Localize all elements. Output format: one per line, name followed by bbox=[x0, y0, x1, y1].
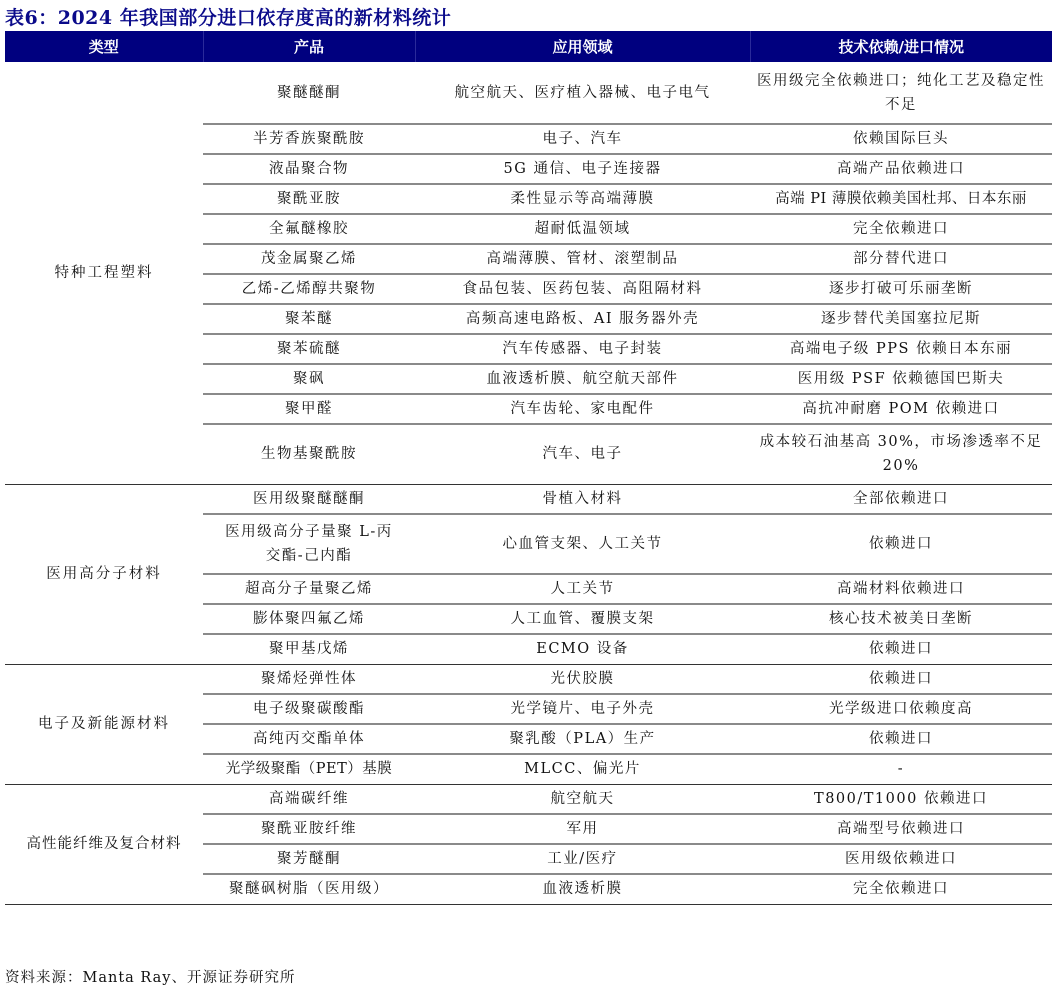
dependency-cell: 高端电子级 PPS 依赖日本东丽 bbox=[750, 334, 1052, 364]
application-cell: 食品包装、医药包装、高阻隔材料 bbox=[415, 274, 750, 304]
table-row bbox=[5, 484, 1052, 514]
dependency-cell: 高端型号依赖进口 bbox=[750, 814, 1052, 844]
dependency-cell: 完全依赖进口 bbox=[750, 874, 1052, 904]
product-cell: 聚苯醚 bbox=[203, 304, 415, 334]
dependency-cell: 核心技术被美日垄断 bbox=[750, 604, 1052, 634]
header-product: 产品 bbox=[203, 31, 415, 62]
dependency-cell: 依赖国际巨头 bbox=[750, 124, 1052, 154]
dependency-cell: 高端 PI 薄膜依赖美国杜邦、日本东丽 bbox=[750, 184, 1052, 214]
application-cell: 军用 bbox=[415, 814, 750, 844]
dependency-cell: 高抗冲耐磨 POM 依赖进口 bbox=[750, 394, 1052, 424]
materials-table bbox=[5, 31, 1052, 905]
dependency-cell: 成本较石油基高 30%，市场渗透率不足 20% bbox=[750, 424, 1052, 484]
dependency-cell: 医用级依赖进口 bbox=[750, 844, 1052, 874]
dependency-cell: 逐步替代美国塞拉尼斯 bbox=[750, 304, 1052, 334]
dependency-cell: 依赖进口 bbox=[750, 514, 1052, 574]
dependency-cell: 医用级完全依赖进口；纯化工艺及稳定性不足 bbox=[750, 62, 1052, 124]
application-cell: 光学镜片、电子外壳 bbox=[415, 694, 750, 724]
application-cell: 汽车传感器、电子封装 bbox=[415, 334, 750, 364]
application-cell: 骨植入材料 bbox=[415, 484, 750, 514]
application-cell: 电子、汽车 bbox=[415, 124, 750, 154]
product-cell: 聚醚砜树脂（医用级） bbox=[203, 874, 415, 904]
product-cell: 聚芳醚酮 bbox=[203, 844, 415, 874]
product-cell: 聚酰亚胺纤维 bbox=[203, 814, 415, 844]
category-cell: 特种工程塑料 bbox=[5, 62, 203, 484]
source-note: 资料来源：Manta Ray、开源证券研究所 bbox=[5, 970, 296, 986]
dependency-cell: T800/T1000 依赖进口 bbox=[750, 784, 1052, 814]
dependency-cell: 医用级 PSF 依赖德国巴斯夫 bbox=[750, 364, 1052, 394]
dependency-cell: 依赖进口 bbox=[750, 664, 1052, 694]
product-cell: 电子级聚碳酸酯 bbox=[203, 694, 415, 724]
product-cell: 医用级聚醚醚酮 bbox=[203, 484, 415, 514]
product-cell: 生物基聚酰胺 bbox=[203, 424, 415, 484]
product-cell: 聚酰亚胺 bbox=[203, 184, 415, 214]
table-header-row bbox=[5, 31, 1052, 62]
application-cell: 柔性显示等高端薄膜 bbox=[415, 184, 750, 214]
application-cell: 光伏胶膜 bbox=[415, 664, 750, 694]
product-cell: 聚砜 bbox=[203, 364, 415, 394]
application-cell: 航空航天 bbox=[415, 784, 750, 814]
application-cell: 血液透析膜 bbox=[415, 874, 750, 904]
category-cell: 高性能纤维及复合材料 bbox=[5, 784, 203, 904]
product-cell: 高端碳纤维 bbox=[203, 784, 415, 814]
application-cell: 聚乳酸（PLA）生产 bbox=[415, 724, 750, 754]
application-cell: 5G 通信、电子连接器 bbox=[415, 154, 750, 184]
application-cell: 高频高速电路板、AI 服务器外壳 bbox=[415, 304, 750, 334]
application-cell: 工业/医疗 bbox=[415, 844, 750, 874]
application-cell: 汽车齿轮、家电配件 bbox=[415, 394, 750, 424]
category-cell: 医用高分子材料 bbox=[5, 484, 203, 664]
header-application: 应用领域 bbox=[415, 31, 750, 62]
application-cell: 血液透析膜、航空航天部件 bbox=[415, 364, 750, 394]
product-cell: 医用级高分子量聚 L-丙交酯-己内酯 bbox=[203, 514, 415, 574]
product-cell: 聚甲基戊烯 bbox=[203, 634, 415, 664]
application-cell: MLCC、偏光片 bbox=[415, 754, 750, 784]
dependency-cell: 部分替代进口 bbox=[750, 244, 1052, 274]
product-cell: 全氟醚橡胶 bbox=[203, 214, 415, 244]
product-cell: 聚烯烃弹性体 bbox=[203, 664, 415, 694]
dependency-cell: - bbox=[750, 754, 1052, 784]
dependency-cell: 逐步打破可乐丽垄断 bbox=[750, 274, 1052, 304]
table-row bbox=[5, 664, 1052, 694]
dependency-cell: 光学级进口依赖度高 bbox=[750, 694, 1052, 724]
table-row bbox=[5, 62, 1052, 124]
dependency-cell: 全部依赖进口 bbox=[750, 484, 1052, 514]
dependency-cell: 高端产品依赖进口 bbox=[750, 154, 1052, 184]
product-cell: 超高分子量聚乙烯 bbox=[203, 574, 415, 604]
application-cell: 人工关节 bbox=[415, 574, 750, 604]
product-cell: 半芳香族聚酰胺 bbox=[203, 124, 415, 154]
dependency-cell: 完全依赖进口 bbox=[750, 214, 1052, 244]
dependency-cell: 高端材料依赖进口 bbox=[750, 574, 1052, 604]
dependency-cell: 依赖进口 bbox=[750, 724, 1052, 754]
product-cell: 乙烯-乙烯醇共聚物 bbox=[203, 274, 415, 304]
product-cell: 茂金属聚乙烯 bbox=[203, 244, 415, 274]
product-cell: 膨体聚四氟乙烯 bbox=[203, 604, 415, 634]
product-cell: 聚苯硫醚 bbox=[203, 334, 415, 364]
application-cell: 航空航天、医疗植入器械、电子电气 bbox=[415, 62, 750, 124]
category-cell: 电子及新能源材料 bbox=[5, 664, 203, 784]
product-cell: 聚醚醚酮 bbox=[203, 62, 415, 124]
application-cell: 人工血管、覆膜支架 bbox=[415, 604, 750, 634]
application-cell: 心血管支架、人工关节 bbox=[415, 514, 750, 574]
header-type: 类型 bbox=[5, 31, 203, 62]
application-cell: 超耐低温领域 bbox=[415, 214, 750, 244]
table-row bbox=[5, 784, 1052, 814]
application-cell: ECMO 设备 bbox=[415, 634, 750, 664]
product-cell: 高纯丙交酯单体 bbox=[203, 724, 415, 754]
product-cell: 液晶聚合物 bbox=[203, 154, 415, 184]
table-title: 表6：2024 年我国部分进口依存度高的新材料统计 bbox=[5, 7, 452, 29]
product-cell: 聚甲醛 bbox=[203, 394, 415, 424]
header-dependency: 技术依赖/进口情况 bbox=[750, 31, 1052, 62]
application-cell: 汽车、电子 bbox=[415, 424, 750, 484]
dependency-cell: 依赖进口 bbox=[750, 634, 1052, 664]
product-cell: 光学级聚酯（PET）基膜 bbox=[203, 754, 415, 784]
application-cell: 高端薄膜、管材、滚塑制品 bbox=[415, 244, 750, 274]
